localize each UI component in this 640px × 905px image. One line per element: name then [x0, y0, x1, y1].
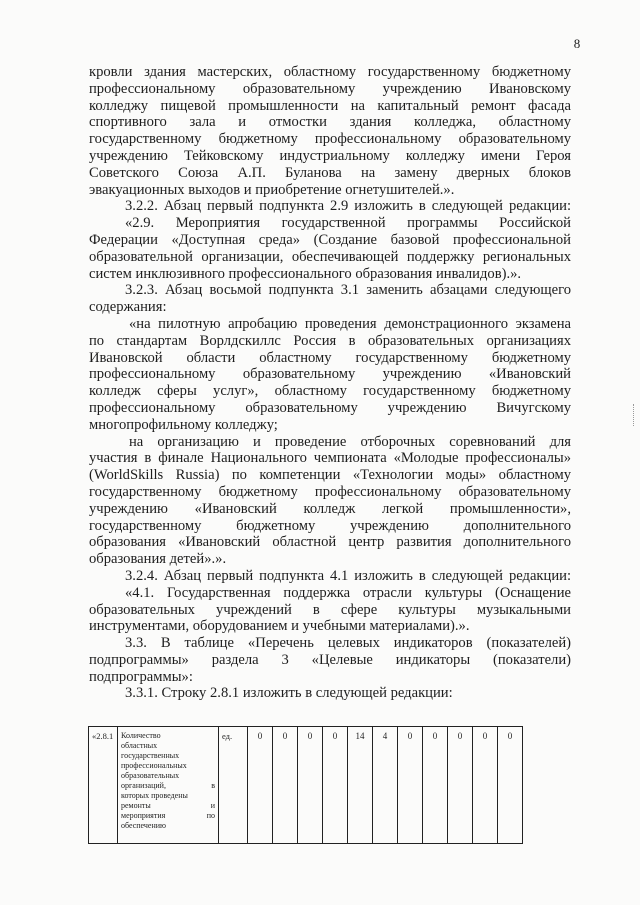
text-line: Ивановской области областному государственному бюджетному — [89, 349, 571, 366]
text-line: государственному бюджетному профессиональному образовательному — [89, 131, 571, 148]
text-line: образования детей».». — [89, 551, 227, 568]
indicator-table-row — [88, 726, 523, 844]
text-line: Федерации «Доступная среда» (Создание базовой профессиональной — [89, 231, 571, 248]
text-line: государственному бюджетному учреждению дополнительного — [89, 517, 571, 534]
value-cell: 14 — [348, 727, 373, 844]
scan-edge-mark — [633, 404, 637, 426]
paragraph-3-2-3: 3.2.3. Абзац восьмой подпункта 3.1 заменить абзацами следующего — [125, 282, 571, 299]
text-line: (WorldSkills Russia) по компетенции «Технологии моды» областному — [89, 467, 571, 484]
paragraph-3-3: 3.3. В таблице «Перечень целевых индикаторов (показателей) — [125, 635, 571, 652]
value-cell: 0 — [323, 727, 348, 844]
unit-cell: ед. — [219, 727, 248, 844]
value-cell: 0 — [498, 727, 523, 844]
value-cell: 0 — [273, 727, 298, 844]
text-line: колледжу пищевой промышленности на капитальный ремонт фасада — [89, 97, 571, 114]
text-line: «2.9. Мероприятия государственной программы Российской — [125, 215, 571, 232]
name-line: образовательных — [121, 771, 180, 780]
indicator-name-cell — [118, 727, 219, 844]
name-line: мероприятия по — [121, 811, 215, 820]
text-line: профессиональному образовательному учреждению Вичугскому — [89, 399, 571, 416]
name-line: обеспечению — [121, 821, 167, 830]
text-line: профессиональному образовательному учреждению «Ивановский — [89, 366, 571, 383]
text-line: колледж сферы услуг», областному государственному бюджетному — [89, 383, 571, 400]
row-code-cell: «2.8.1 — [89, 727, 118, 844]
text-line: «на пилотную апробацию проведения демонстрационного экзамена — [129, 315, 571, 332]
name-line: государственных — [121, 751, 180, 760]
text-line: учреждению «Ивановский колледж легкой промышленности», — [89, 500, 571, 517]
value-cell: 0 — [448, 727, 473, 844]
value-cell: 0 — [248, 727, 273, 844]
text-line: многопрофильному колледжу; — [89, 416, 278, 433]
text-line: эвакуационных выходов и приобретение огнетушителей.». — [89, 181, 455, 198]
value-cell: 0 — [398, 727, 423, 844]
text-line: образовательных учреждений в сфере культуры музыкальными — [89, 601, 571, 618]
text-line: на организацию и проведение отборочных соревнований для — [129, 433, 571, 450]
name-line: ремонты и — [121, 801, 215, 810]
text-line: подпрограммы» раздела 3 «Целевые индикаторы (показатели) — [89, 651, 571, 668]
text-line: учреждению Тейковскому индустриальному колледжу имени Героя — [89, 147, 571, 164]
text-line: Советского Союза А.П. Буланова на замену дверных блоков — [89, 164, 571, 181]
value-cell: 0 — [473, 727, 498, 844]
paragraph-3-2-4: 3.2.4. Абзац первый подпункта 4.1 изложить в следующей редакции: — [125, 567, 571, 584]
text-line: содержания: — [89, 299, 167, 316]
value-cell: 0 — [298, 727, 323, 844]
value-cell: 0 — [423, 727, 448, 844]
paragraph-3-3-1: 3.3.1. Строку 2.8.1 изложить в следующей редакции: — [125, 685, 453, 702]
text-line: государственному бюджетному профессиональному образовательному — [89, 483, 571, 500]
text-line: «4.1. Государственная поддержка отрасли культуры (Оснащение — [125, 584, 571, 601]
text-line: спортивного зала и отмостки здания колледжа, областному — [89, 114, 571, 131]
page-number: 8 — [573, 36, 581, 51]
text-line: подпрограммы»: — [89, 668, 193, 685]
text-line: кровли здания мастерских, областному государственному бюджетному — [89, 64, 571, 80]
table-row — [89, 727, 523, 844]
name-line: организаций, в — [121, 781, 215, 790]
text-line: участия в финале Национального чемпионата «Молодые профессионалы» — [89, 450, 571, 467]
paragraph-3-2-2: 3.2.2. Абзац первый подпункта 2.9 изложить в следующей редакции: — [125, 198, 571, 215]
name-line: областных — [121, 741, 158, 750]
text-line: образовательной организации, обеспечивающей поддержку региональных — [89, 248, 571, 265]
text-line: систем инклюзивного профессионального образования инвалидов).». — [89, 265, 522, 282]
name-line: которых проведены — [121, 791, 188, 800]
name-line: профессиональных — [121, 761, 187, 770]
text-line: образования «Ивановский областной центр развития дополнительного — [89, 534, 571, 551]
text-line: по стандартам Ворлдскиллс Россия в образовательных организациях — [89, 332, 571, 349]
value-cell: 4 — [373, 727, 398, 844]
text-line: профессиональному образовательному учреждению Ивановскому — [89, 80, 571, 97]
name-line: Количество — [121, 731, 161, 740]
document-body — [89, 64, 571, 702]
text-line: инструментами, оборудованием и учебными материалами).». — [89, 618, 470, 635]
